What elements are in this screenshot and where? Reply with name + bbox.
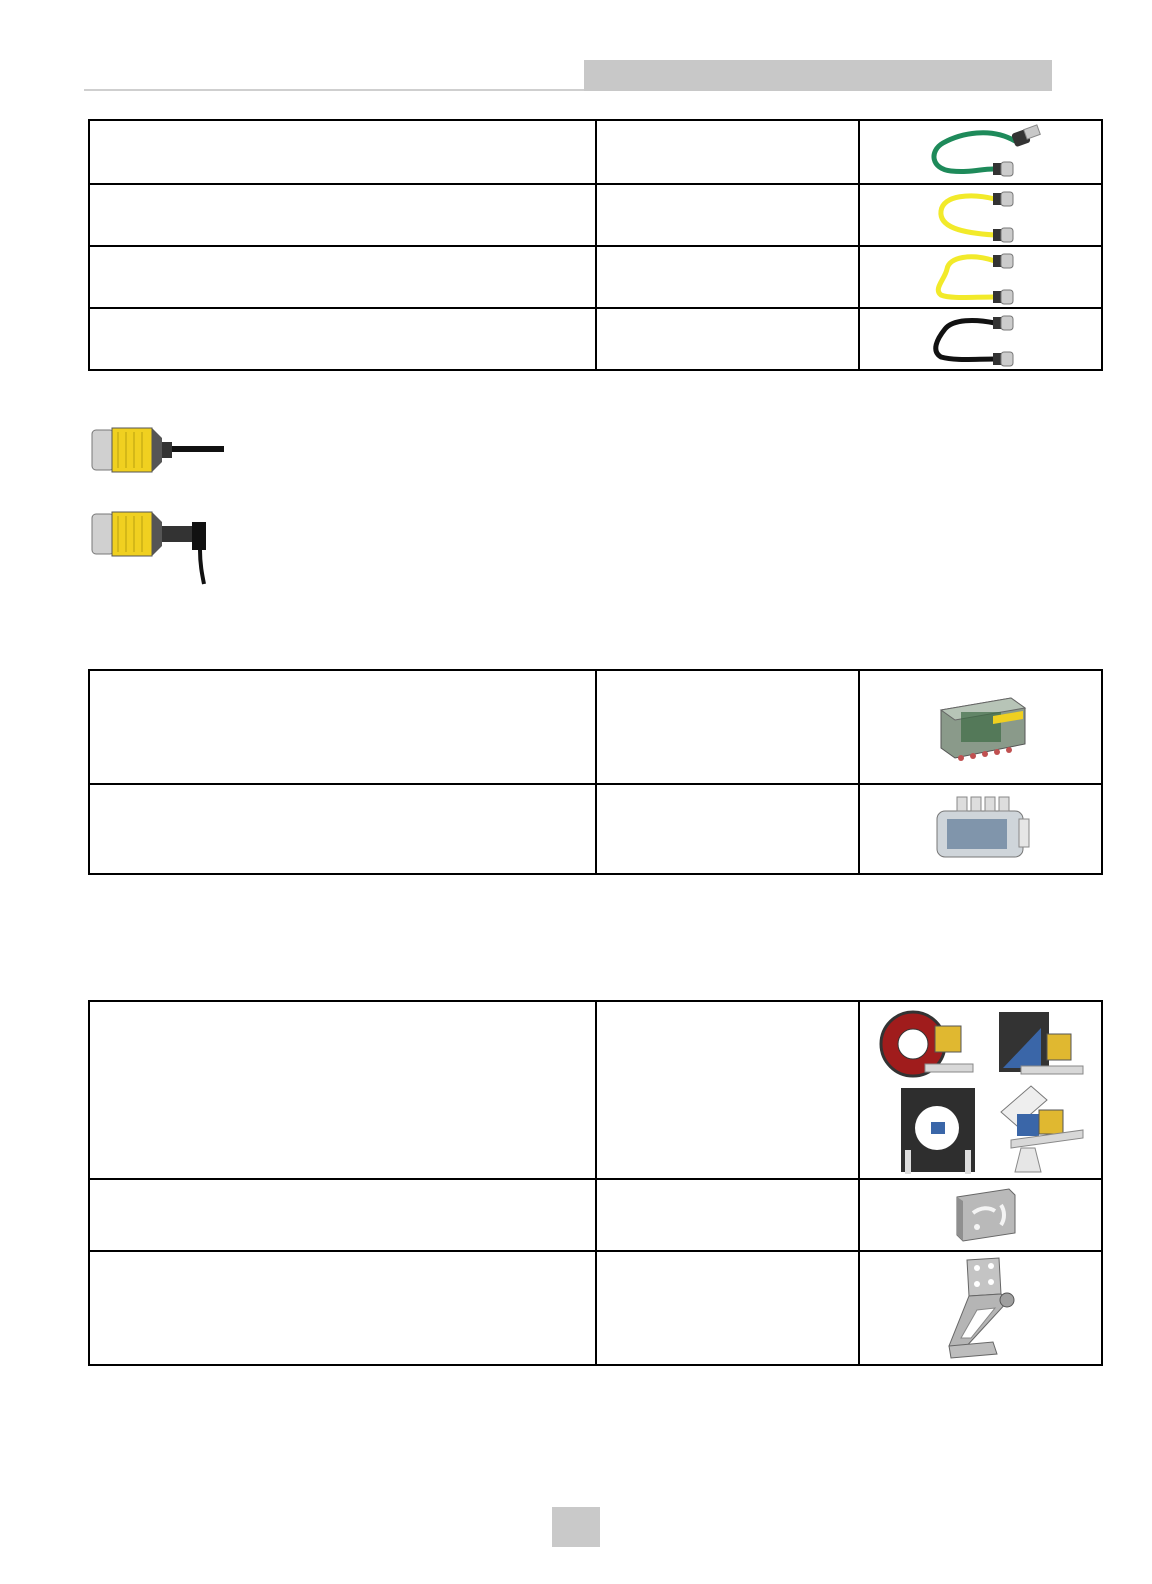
mounting-part-number <box>596 1179 859 1251</box>
table-row <box>89 1179 1102 1251</box>
cable-part-number <box>596 308 859 370</box>
mounting-description <box>89 1001 596 1179</box>
cable-part-number <box>596 246 859 308</box>
table-row <box>89 184 1102 246</box>
reader-right-angle-cable-image <box>90 508 230 593</box>
mounting-part-number <box>596 1001 859 1179</box>
reader-straight-cable-image <box>90 418 230 487</box>
table-row <box>89 784 1102 874</box>
mounting-description <box>89 1251 596 1365</box>
table-row <box>89 1251 1102 1365</box>
io-module-clear-icon <box>921 789 1041 869</box>
cable-image-cell <box>859 120 1102 184</box>
cable-description <box>89 184 596 246</box>
io-module-part-number <box>596 670 859 784</box>
table-row <box>89 670 1102 784</box>
cable-description <box>89 246 596 308</box>
mounting-image-cell <box>859 1179 1102 1251</box>
cable-part-number <box>596 120 859 184</box>
page-number-box <box>552 1507 600 1547</box>
header-bar <box>584 60 1052 91</box>
table-row <box>89 120 1102 184</box>
table-row <box>89 1001 1102 1179</box>
mounting-table <box>88 1000 1103 1366</box>
table-row <box>89 308 1102 370</box>
light-accessories-icon <box>871 1004 1091 1176</box>
m12-cable-yellow-icon <box>921 249 1041 305</box>
m12-cable-yellow-icon <box>921 187 1041 243</box>
mounting-image-cell <box>859 1001 1102 1179</box>
cable-description <box>89 308 596 370</box>
cable-image-cell <box>859 184 1102 246</box>
mounting-part-number <box>596 1251 859 1365</box>
l-bracket-icon <box>921 1183 1041 1247</box>
reader-right-angle-cable-icon <box>90 508 230 588</box>
usb-cable-icon <box>921 123 1041 181</box>
cable-description <box>89 120 596 184</box>
pivot-bracket-icon <box>921 1254 1041 1362</box>
io-module-image-cell <box>859 784 1102 874</box>
io-module-box-icon <box>921 682 1041 772</box>
table-row <box>89 246 1102 308</box>
io-module-image-cell <box>859 670 1102 784</box>
io-modules-table <box>88 669 1103 875</box>
io-module-part-number <box>596 784 859 874</box>
io-module-description <box>89 784 596 874</box>
reader-straight-cable-icon <box>90 418 230 482</box>
io-module-description <box>89 670 596 784</box>
mounting-image-cell <box>859 1251 1102 1365</box>
cables-table <box>88 119 1103 371</box>
cable-image-cell <box>859 308 1102 370</box>
mounting-description <box>89 1179 596 1251</box>
m12-cable-black-icon <box>921 311 1041 367</box>
cable-part-number <box>596 184 859 246</box>
cable-image-cell <box>859 246 1102 308</box>
